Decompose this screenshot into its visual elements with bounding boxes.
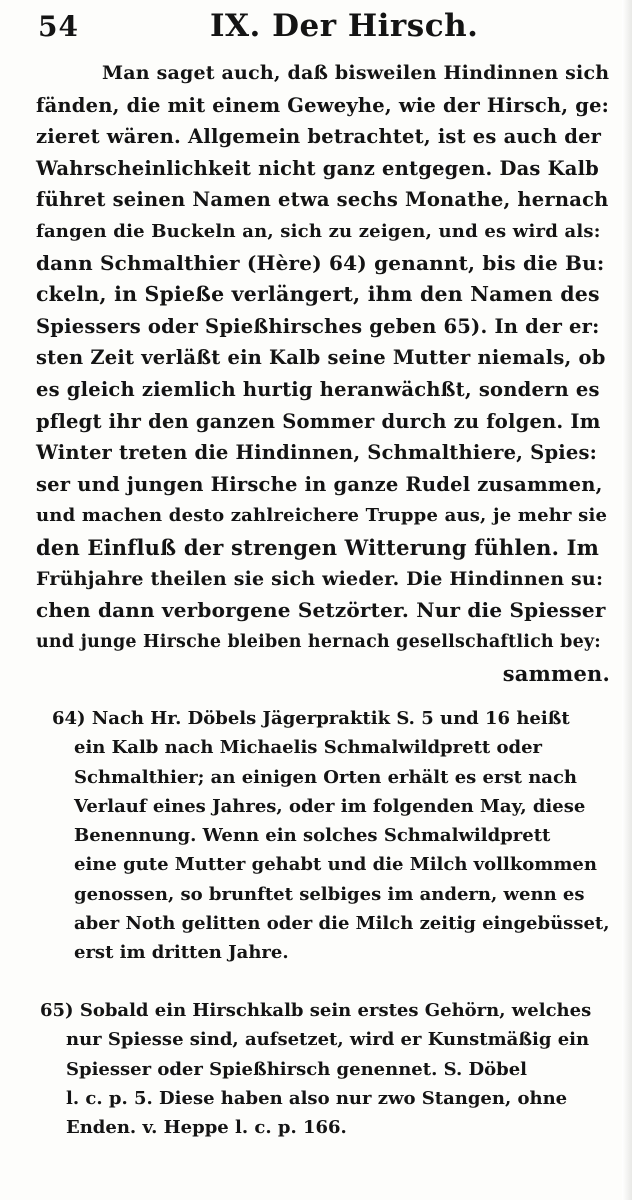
footnote-line: eine gute Mutter gehabt und die Milch vollkommen: [74, 854, 597, 876]
footnote-line: Benennung. Wenn ein solches Schmalwildprett: [74, 825, 551, 847]
footnote-65: [40, 996, 600, 1142]
footnote-64: [52, 704, 612, 968]
text-line: sten Zeit verläßt ein Kalb seine Mutter niemals, ob: [36, 346, 606, 370]
text-line: Winter treten die Hindinnen, Schmalthiere, Spies:: [36, 441, 598, 465]
text-line: sammen.: [502, 661, 610, 687]
footnote-line: 65) Sobald ein Hirschkalb sein erstes Gehörn, welches: [40, 1000, 592, 1021]
footnote-line: 64) Nach Hr. Döbels Jägerpraktik S. 5 und 16 heißt: [52, 708, 570, 729]
page-edge-shadow: [622, 0, 632, 1200]
text-line: ckeln, in Spieße verlängert, ihm den Namen des: [36, 282, 600, 307]
footnote-line: nur Spiesse sind, aufsetzet, wird er Kunstmäßig ein: [66, 1029, 590, 1051]
text-line: fangen die Buckeln an, sich zu zeigen, und es wird als:: [36, 220, 601, 242]
footnote-line: genossen, so brunftet selbiges im andern, wenn es: [74, 883, 585, 905]
footnote-line: l. c. p. 5. Diese haben also nur zwo Stangen, ohne: [66, 1087, 568, 1109]
text-line: Frühjahre theilen sie sich wieder. Die Hindinnen su:: [36, 567, 604, 590]
footnote-line: Schmalthier; an einigen Orten erhält es erst nach: [74, 766, 577, 788]
footnote-line: erst im dritten Jahre.: [74, 942, 289, 964]
text-line: Man saget auch, daß bisweilen Hindinnen sich: [102, 62, 610, 84]
footnote-line: ein Kalb nach Michaelis Schmalwildprett oder: [74, 737, 542, 759]
footnote-line: Spiesser oder Spießhirsch genennet. S. Döbel: [66, 1058, 527, 1080]
text-line: pflegt ihr den ganzen Sommer durch zu folgen. Im: [36, 409, 601, 433]
footnote-line: Enden. v. Heppe l. c. p. 166.: [66, 1117, 347, 1139]
text-line: es gleich ziemlich hurtig heranwächßt, sondern es: [36, 377, 600, 401]
text-line: fänden, die mit einem Geweyhe, wie der Hirsch, ge:: [36, 93, 610, 117]
text-line: und machen desto zahlreichere Truppe aus, je mehr sie: [36, 505, 608, 527]
page-number: 54: [38, 10, 79, 43]
text-line: und junge Hirsche bleiben hernach gesellschaftlich bey:: [36, 631, 601, 652]
text-line: ser und jungen Hirsche in ganze Rudel zusammen,: [36, 472, 603, 496]
text-line: den Einfluß der strengen Witterung fühlen. Im: [36, 534, 600, 560]
text-line: dann Schmalthier (Hère) 64) genannt, bis die Bu:: [36, 250, 605, 275]
text-line: zieret wären. Allgemein betrachtet, ist es auch der: [36, 125, 602, 149]
text-line: chen dann verborgene Setzörter. Nur die Spiesser: [36, 598, 606, 623]
footnote-line: aber Noth gelitten oder die Milch zeitig eingebüsset,: [74, 913, 610, 935]
text-line: Wahrscheinlichkeit nicht ganz entgegen. Das Kalb: [36, 156, 600, 180]
text-line: Spiessers oder Spießhirsches geben 65). In der er:: [36, 314, 600, 338]
main-paragraph: [36, 58, 610, 690]
running-head: IX. Der Hirsch.: [210, 8, 479, 44]
footnote-line: Verlauf eines Jahres, oder im folgenden May, diese: [74, 795, 586, 817]
text-line: führet seinen Namen etwa sechs Monathe, hernach: [36, 188, 609, 212]
